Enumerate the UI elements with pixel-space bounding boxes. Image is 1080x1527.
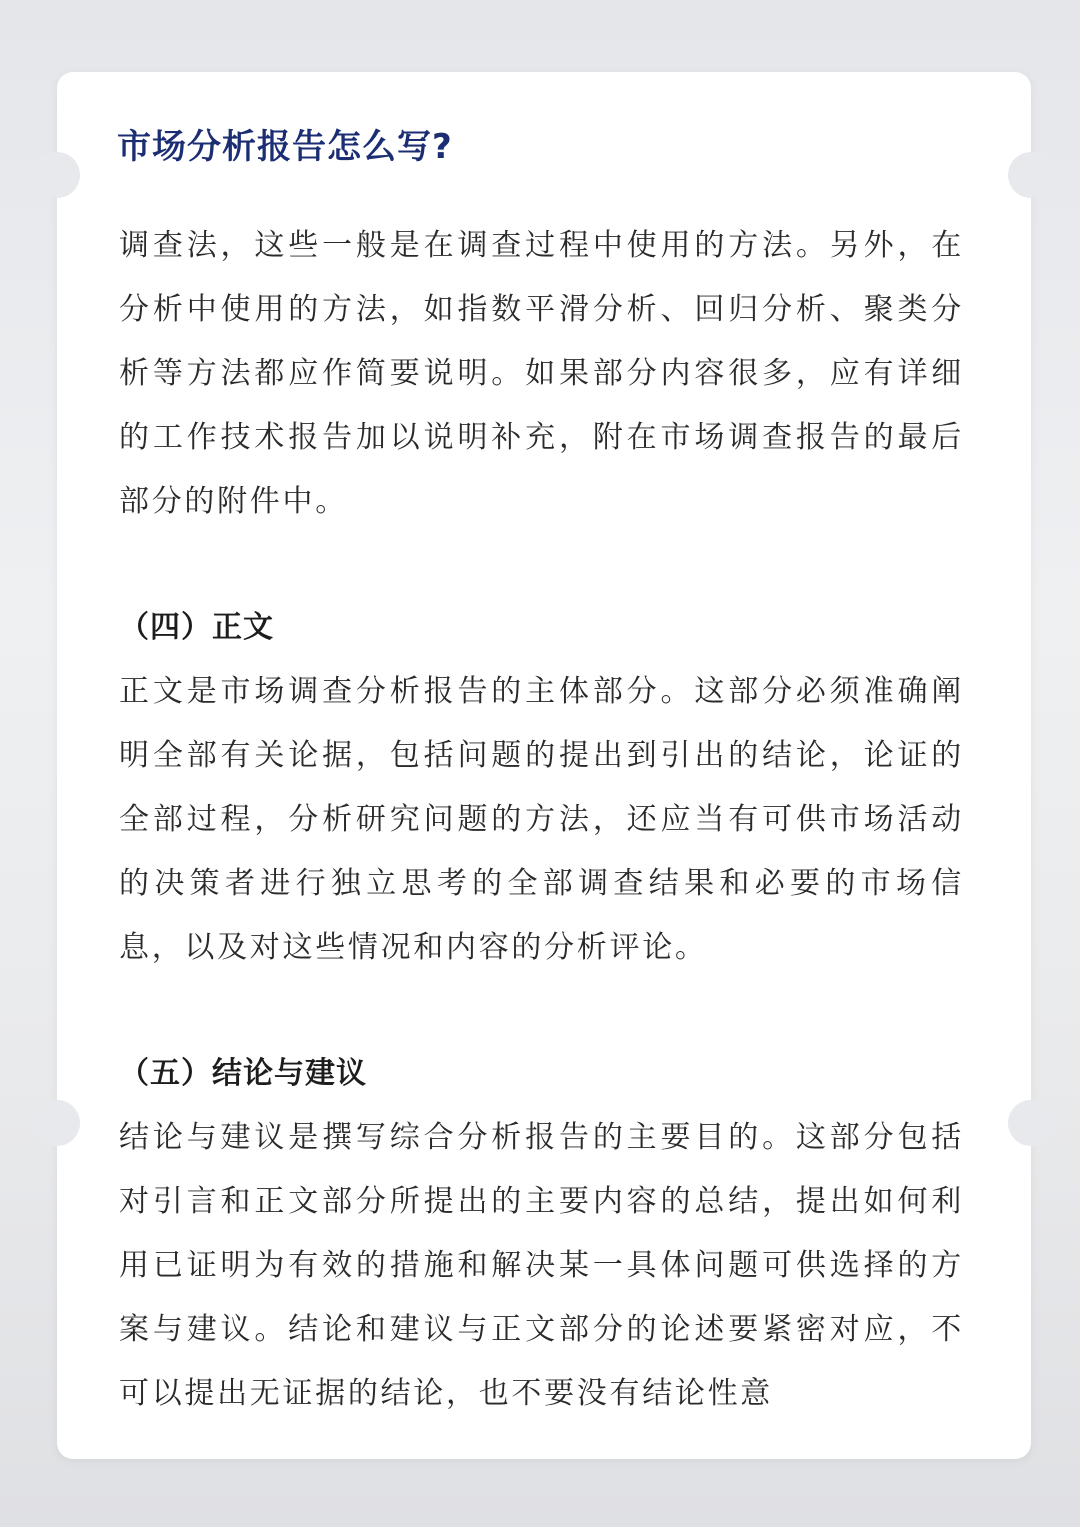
- section-heading-body: （四）正文: [119, 610, 274, 645]
- section-heading-conclusion: （五）结论与建议: [119, 1056, 367, 1091]
- ticket-notch: [34, 1100, 80, 1146]
- article-body: [119, 214, 964, 1426]
- ticket-notch: [1008, 152, 1054, 198]
- ticket-notch: [34, 152, 80, 198]
- ticket-notch: [1008, 1100, 1054, 1146]
- paragraph-intro-methods: 调查法，这些一般是在调查过程中使用的方法。另外，在分析中使用的方法，如指数平滑分析、回归分析、聚类分析等方法都应作简要说明。如果部分内容很多，应有详细的工作技术报告加以说明补充，附在市场调查报告的最后部分的附件中。: [119, 228, 964, 519]
- document-card: [57, 72, 1031, 1459]
- page-title: 市场分析报告怎么写?: [117, 127, 453, 167]
- paragraph-body: 正文是市场调查分析报告的主体部分。这部分必须准确阐明全部有关论据，包括问题的提出到引出的结论，论证的全部过程，分析研究问题的方法，还应当有可供市场活动的决策者进行独立思考的全部调查结果和必要的市场信息，以及对这些情况和内容的分析评论。: [119, 674, 964, 965]
- paragraph-conclusion: 结论与建议是撰写综合分析报告的主要目的。这部分包括对引言和正文部分所提出的主要内容的总结，提出如何利用已证明为有效的措施和解决某一具体问题可供选择的方案与建议。结论和建议与正文部分的论述要紧密对应，不可以提出无证据的结论，也不要没有结论性意: [119, 1120, 964, 1411]
